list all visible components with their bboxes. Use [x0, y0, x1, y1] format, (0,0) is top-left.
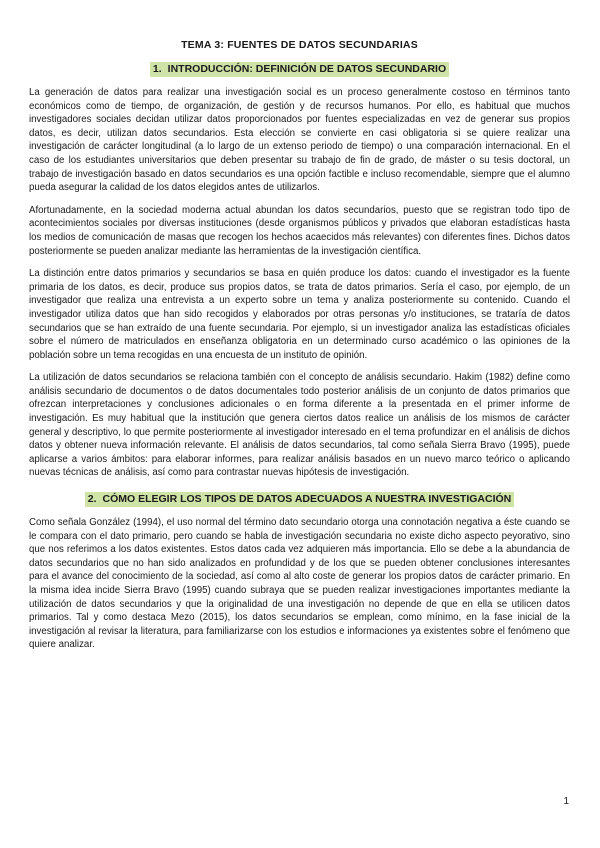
document-page: [29, 38, 570, 661]
section-2-number: 2.: [87, 493, 97, 506]
section-2-heading-wrap: [29, 489, 570, 507]
section-2-heading: [85, 492, 515, 507]
section-1-heading-wrap: [29, 59, 570, 77]
section-1-paragraph-1: La generación de datos para realizar una investigación social es un proceso generalmente costoso en términos tanto económicos como de tiempo, de organización, de gestión y de recursos humanos. Por ello, es habitual que muchos investigadores sociales decidan utilizar datos proporcionados por fuentes especializadas en vez de generar sus propios datos, es decir, utilizan datos secundarios. Esta elección se convierte en casi obligatoria si se quiere realizar una investigación de carácter longitudinal (a lo largo de un extenso periodo de tiempo) o una comparación internacional. En el caso de los estudiantes universitarios que deben presentar su trabajo de fin de grado, de máster o su tesis doctoral, un trabajo de investigación basado en datos secundarios es una opción factible e incluso recomendable, siempre que el alumno pueda asegurar la calidad de los datos elegidos antes de utilizarlos.: [29, 87, 570, 194]
section-1-number: 1.: [152, 63, 162, 75]
section-1-paragraph-3: La distinción entre datos primarios y secundarios se basa en quién produce los datos: cuando el investigador es la fuente primaria de los datos, es decir, produce sus propios datos, se trata de datos primarios. Sería el caso, por ejemplo, de un investigador que realiza una entrevista a un experto sobre un tema y analiza posteriormente su contenido. Cuando el investigador utiliza datos que han sido recogidos y elaborados por otras personas y/o instituciones, se trataría de datos secundarios que se han extraído de una fuente secundaria. Por ejemplo, si un investigador analiza las estadísticas oficiales sobre el número de matriculados en enseñanza obligatoria en un determinado curso académico o las opiniones de la población sobre un tema recogidas en una encuesta de un instituto de opinión.: [29, 268, 570, 361]
section-1-heading: [150, 62, 449, 77]
section-2-title: CÓMO ELEGIR LOS TIPOS DE DATOS ADECUADOS A NUESTRA INVESTIGACIÓN: [102, 493, 512, 506]
document-title: TEMA 3: FUENTES DE DATOS SECUNDARIAS: [181, 39, 418, 51]
section-2-paragraph-1: Como señala González (1994), el uso normal del término dato secundario otorga una connotación negativa a éste cuando se le compara con el dato primario, pero cuando se habla de investigación secundaria no existe dicho aspecto peyorativo, sino que nos referimos a los datos existentes. Estos datos cada vez adquieren más importancia. Ello se debe a la abundancia de datos secundarios que no han sido analizados en profundidad y de los que se pueden obtener conclusiones interesantes para el avance del conocimiento de la sociedad, así como al alto coste de generar los propios datos de carácter primario. En la misma idea incide Sierra Bravo (1995) cuando subraya que se pueden realizar investigaciones importantes mediante la utilización de datos secundarios y que la originalidad de una investigación no depende de que en ella se utilicen datos primarios. Tal y como destaca Mezo (2015), los datos secundarios se emplean, como mínimo, en la fase inicial de la investigación al revisar la literatura, para familiarizarse con los estudios e informaciones ya existentes sobre el fenómeno que quiere analizar.: [29, 517, 570, 651]
section-1-title: INTRODUCCIÓN: DEFINICIÓN DE DATOS SECUNDARIO: [167, 63, 447, 75]
page-number: 1: [563, 796, 569, 807]
section-1-paragraph-4: La utilización de datos secundarios se relaciona también con el concepto de análisis secundario. Hakim (1982) define como análisis secundario de documentos o de datos documentales todo posterior análisis de un conjunto de datos primarios que ofrezcan interpretaciones y conclusiones adicionales o en forma diferente a la presentada en el primer informe de investigación. Es muy habitual que la institución que genera ciertos datos realice un análisis de los mismos de carácter general y descriptivo, lo que permite posteriormente al investigador interesado en el tema profundizar en el análisis de dichos datos y obtener nueva información relevante. El análisis de datos secundarios, tal como señala Sierra Bravo (1995), puede aplicarse a varios ámbitos: para elaborar informes, para realizar análisis basados en un nuevo marco teórico o aplicando nuevas técnicas de análisis, así como para contrastar nuevas hipótesis de investigación.: [29, 372, 570, 479]
section-1-paragraph-2: Afortunadamente, en la sociedad moderna actual abundan los datos secundarios, puesto que se registran todo tipo de acontecimientos sociales por diversas instituciones (desde organismos públicos y privados que elaboran estadísticas hasta los medios de comunicación de masas que recogen los hechos acaecidos más relevantes) con diferentes fines. Dichos datos posteriormente se pueden analizar mediante las herramientas de la investigación científica.: [29, 204, 570, 257]
